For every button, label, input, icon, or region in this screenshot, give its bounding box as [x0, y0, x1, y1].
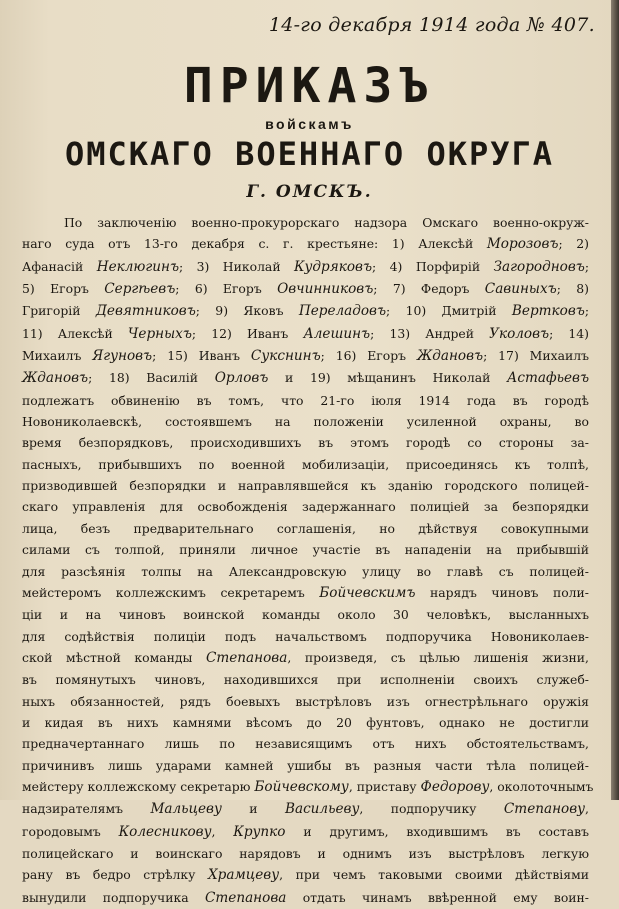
text-line [22, 582, 589, 604]
text-line [22, 626, 589, 647]
subtitle-troops: войскамъ [265, 116, 354, 132]
text-run: ныхъ обязанностей, рядъ боевыхъ выстрѣловъ изъ огнестрѣльнаго оружія [22, 693, 589, 709]
italic-surname: Неклюгинъ [96, 258, 180, 275]
text-line [22, 432, 589, 453]
italic-surname: Ягуновъ [92, 348, 153, 365]
text-run: , [585, 801, 589, 817]
text-run: , околоточнымъ [489, 778, 594, 794]
text-run: причинивъ лишь ударами камней ушибы въ разныя части тѣла полицей- [22, 757, 589, 773]
italic-surname: Бойчевскому [254, 778, 349, 795]
text-run: ; 7) Федоръ [373, 281, 485, 297]
text-run: мейстеромъ коллежскимъ секретаремъ [22, 584, 320, 600]
text-run: время безпорядковъ, происходившихъ въ этомъ городѣ со стороны за- [22, 435, 589, 451]
text-run: Михаилъ [22, 348, 93, 364]
text-line [22, 367, 589, 389]
text-run: пасныхъ, прибывшихъ по военной мобилизаціи, присоединясь къ толпѣ, [22, 456, 589, 472]
text-run: 5) Егоръ [22, 281, 105, 297]
text-line [22, 755, 589, 776]
text-line [22, 843, 589, 864]
text-line [22, 887, 589, 909]
text-run: По заключенію военно-прокурорскаго надзора Омскаго военно-окруж- [64, 215, 589, 230]
text-line [22, 733, 589, 754]
text-run: ; [584, 258, 590, 274]
italic-surname: Мальцеву [150, 801, 222, 818]
text-run: ; 9) Яковъ [195, 303, 299, 319]
text-line [22, 691, 589, 712]
text-line [22, 212, 589, 233]
text-run: вынудили подпоручика [22, 889, 205, 905]
text-run: городовымъ [22, 823, 119, 839]
text-line [22, 454, 589, 475]
text-run: Афанасій [22, 258, 97, 274]
text-line [22, 647, 589, 669]
italic-surname: Морозовъ [486, 236, 559, 253]
italic-surname: Загородновъ [493, 258, 585, 275]
italic-surname: Сукснинъ [250, 348, 321, 365]
italic-surname: Астафьевъ [507, 370, 590, 387]
italic-surname: Савиныхъ [484, 281, 557, 298]
text-run: нарядъ чиновъ поли- [415, 584, 589, 600]
text-line [22, 604, 589, 625]
text-run: ; 3) Николай [179, 258, 295, 274]
text-run: лица, безъ предварительнаго соглашенія, но дѣйствуя совокупными [22, 520, 589, 536]
text-run: мейстеру коллежскому секретарю [22, 778, 255, 794]
text-run: Новониколаевскѣ, состоявшемъ на положеніи усиленной охраны, во [22, 414, 589, 430]
text-line [22, 798, 589, 820]
text-line [22, 323, 589, 345]
text-run: ; 12) Иванъ [191, 325, 304, 341]
text-run: полицейскаго и воинскаго нарядовъ и однимъ изъ выстрѣловъ легкую [22, 845, 589, 861]
italic-surname: Девятниковъ [95, 303, 196, 320]
italic-surname: Уколовъ [489, 325, 550, 342]
text-run: и другимъ, входившимъ въ составъ [285, 823, 589, 839]
text-run: предначертаннаго лишь по независящимъ отъ нихъ обстоятельствамъ, [22, 736, 589, 752]
text-line [22, 712, 589, 733]
text-run: ; 17) Михаилъ [483, 348, 590, 364]
text-line [22, 669, 589, 690]
text-run: ; [584, 303, 589, 319]
italic-surname: Колесникову [118, 823, 212, 840]
text-run: и 19) мѣщанинъ Николай [268, 370, 508, 386]
italic-surname: Степанову [503, 801, 586, 818]
italic-surname: Бойчевскимъ [319, 584, 416, 601]
text-run: ; 15) Иванъ [152, 348, 251, 364]
italic-surname: Сергѣевъ [104, 281, 176, 298]
text-run: ; 14) [549, 325, 590, 341]
text-run: для разсѣянія толпы на Александровскую улицу во главѣ съ полицей- [22, 563, 589, 579]
text-run: , при чемъ таковыми своими дѣйствіями [279, 867, 589, 883]
text-run: въ помянутыхъ чиновъ, находившихся при исполненіи своихъ служеб- [22, 672, 589, 688]
text-run: ; 2) [558, 236, 589, 252]
text-run: и кидая въ нихъ камнями вѣсомъ до 20 фунтовъ, однако не достигли [22, 714, 589, 730]
italic-surname: Крупко [233, 823, 286, 840]
text-run: ціи и на чиновъ воинской команды около 30 человѣкъ, высланныхъ [22, 607, 589, 623]
text-run: скаго управленія для освобожденія задержаннаго полиціей за безпорядки [22, 499, 589, 515]
text-line [22, 496, 589, 517]
subtitle-city: Г. ОМСКЪ. [246, 182, 373, 202]
text-run: силами съ толпой, приняли личное участіе въ нападеніи на прибывшій [22, 542, 589, 558]
text-run: ; 10) Дмитрій [386, 303, 512, 319]
text-run: , произведя, съ цѣлью лишенія жизни, [287, 649, 589, 665]
binding-edge [611, 0, 619, 800]
italic-surname: Черныхъ [127, 325, 192, 342]
text-line [22, 539, 589, 560]
text-run: ской мѣстной команды [22, 649, 206, 665]
text-line [22, 278, 589, 300]
order-date-number: 14-го декабря 1914 года № 407. [268, 14, 595, 36]
text-run: ; 4) Порфирій [372, 258, 494, 274]
text-run: ; 8) [556, 281, 589, 297]
text-run: , приставу [348, 778, 421, 794]
italic-surname: Орловъ [214, 370, 269, 387]
order-body-text [22, 212, 594, 909]
text-line [22, 518, 589, 539]
text-run: 11) Алексѣй [22, 325, 128, 341]
text-run: Григорій [22, 303, 96, 319]
subtitle-district: ОМСКАГО ВОЕННАГО ОКРУГА [64, 135, 555, 173]
italic-surname: Вертковъ [511, 303, 585, 320]
italic-surname: Овчинниковъ [277, 281, 374, 298]
text-run: призводившей безпорядки и направлявшейся къ зданію городского полицей- [22, 478, 589, 494]
text-run: надзирателямъ [22, 801, 151, 817]
italic-surname: Алешинъ [303, 325, 371, 342]
italic-surname: Ждановъ [416, 348, 484, 365]
italic-surname: Переладовъ [298, 303, 387, 320]
text-run: рану въ бедро стрѣлку [22, 867, 208, 883]
italic-surname: Кудряковъ [294, 258, 373, 275]
italic-surname: Храмцеву [208, 867, 280, 884]
text-run: ; 13) Андрей [370, 325, 490, 341]
text-run: и [221, 801, 285, 817]
text-run: отдать чинамъ ввѣренной ему воин- [286, 889, 589, 905]
text-line [22, 475, 589, 496]
text-run: , подпоручику [359, 801, 504, 817]
italic-surname: Васильеву [284, 801, 360, 818]
text-run: для содѣйствія полиціи подъ начальствомъ подпоручика Новониколаев- [22, 628, 589, 644]
text-line [22, 233, 589, 255]
order-title: ПРИКАЗЪ [183, 58, 436, 114]
text-run: подлежатъ обвиненію въ томъ, что 21-го іюля 1914 года въ городѣ [22, 392, 589, 408]
text-line [22, 411, 589, 432]
italic-surname: Федорову [420, 778, 490, 795]
text-line [22, 390, 589, 411]
text-run: ; 16) Егоръ [320, 348, 417, 364]
text-line [22, 776, 594, 798]
text-run: наго суда отъ 13-го декабря с. г. крестьяне: 1) Алексѣй [22, 236, 487, 252]
text-line [22, 300, 589, 322]
text-run: ; 6) Егоръ [175, 281, 278, 297]
text-line [22, 345, 589, 367]
text-line [22, 256, 589, 278]
text-line [22, 561, 589, 582]
italic-surname: Степанова [204, 889, 287, 906]
text-line [22, 864, 589, 886]
text-run: ; 18) Василій [88, 370, 215, 386]
text-line [22, 821, 589, 843]
text-run: , [211, 823, 234, 839]
italic-surname: Степанова [205, 649, 288, 666]
italic-surname: Ждановъ [22, 370, 89, 387]
